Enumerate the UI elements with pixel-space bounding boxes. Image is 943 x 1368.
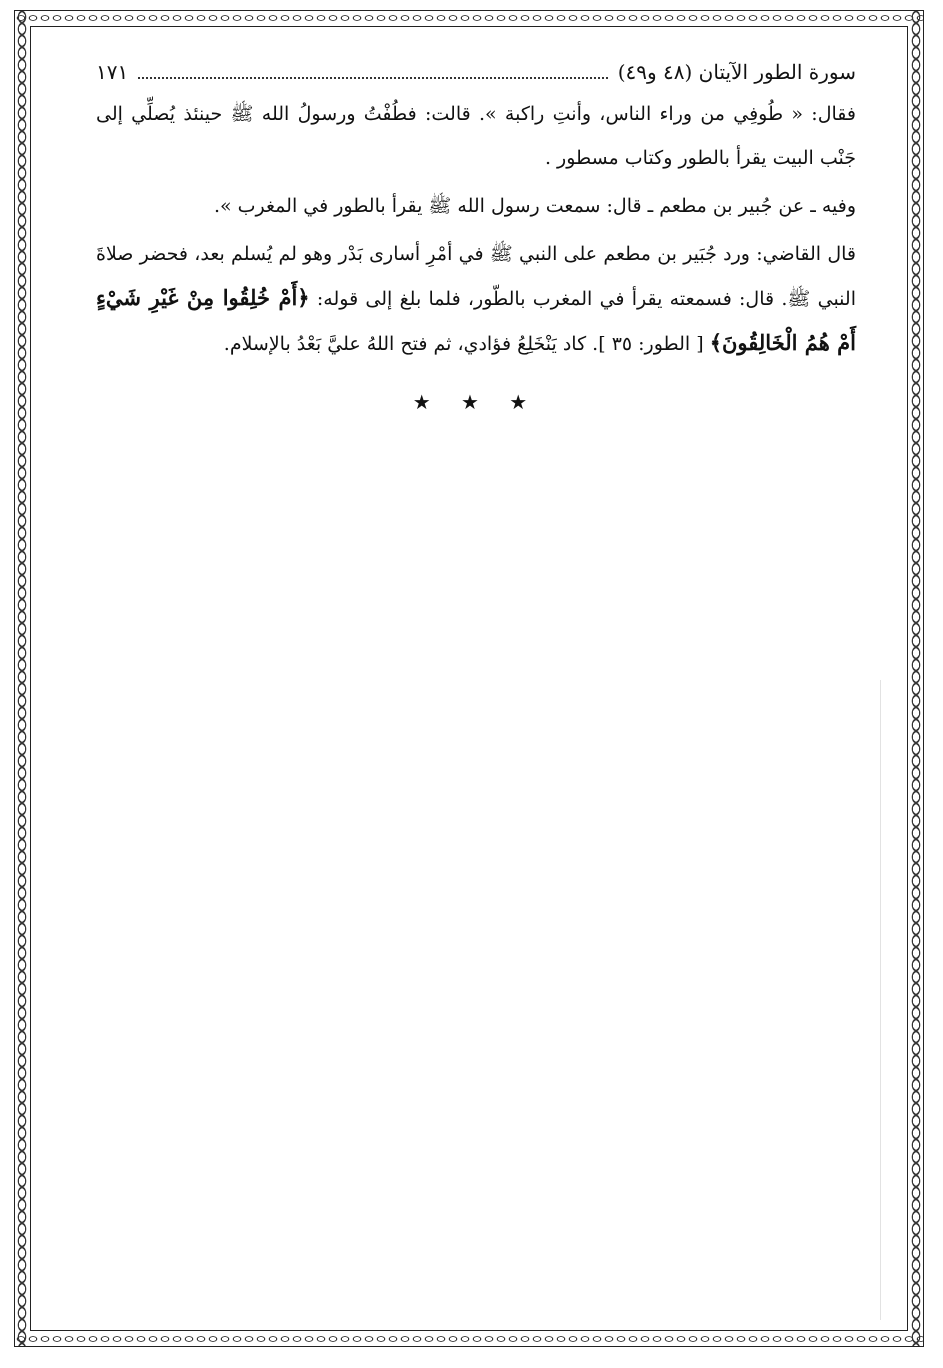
paragraph-3-tail: [ الطور: ٣٥ ]. كاد يَنْخَلِعُ فؤادي، ثم فتح اللهُ عليَّ بَعْدُ بالإسلام. xyxy=(223,333,704,355)
paragraph-3-text: قال القاضي: ورد جُبَير بن مطعم على النبي ﷺ في أمْرِ أسارى بَدْر وهو لم يُسلم بعد، فحضر صلاةَ النبي ﷺ. قال: فسمعته يقرأ في المغرب بالطّور، فلما بلغ إلى قوله: xyxy=(96,243,856,310)
border-chain-left xyxy=(15,11,29,1346)
paragraph-1 xyxy=(96,92,856,180)
border-chain-right xyxy=(909,11,923,1346)
quran-verse: ﴿أَمْ خُلِقُوا مِنْ غَيْرِ شَيْءٍ أَمْ هُمُ الْخَالِقُونَ﴾ xyxy=(96,285,856,355)
page-number: ١٧١ xyxy=(96,60,129,84)
page-content xyxy=(96,60,856,414)
paragraph-3 xyxy=(96,232,856,366)
paragraph-1-text: فقال: « طُوفِي من وراء الناس، وأنتِ راكبة ». قالت: فطُفْتُ ورسولُ الله ﷺ حينئذ يُصلِّي إلى جَنْب البيت يقرأ بالطور وكتاب مسطور . xyxy=(96,103,856,169)
section-separator-stars: ★ ★ ★ xyxy=(412,390,540,414)
header-title: سورة الطور الآيتان (٤٨ و٤٩) xyxy=(617,60,856,84)
border-chain-top xyxy=(15,11,923,25)
border-chain-bottom xyxy=(15,1332,923,1346)
paragraph-2 xyxy=(96,184,856,228)
scan-artifact-line xyxy=(880,680,881,1320)
paragraph-2-text: وفيه ـ عن جُبير بن مطعم ـ قال: سمعت رسول الله ﷺ يقرأ بالطور في المغرب ». xyxy=(213,195,856,217)
header-leader-dots xyxy=(138,65,607,79)
running-header xyxy=(96,60,856,92)
